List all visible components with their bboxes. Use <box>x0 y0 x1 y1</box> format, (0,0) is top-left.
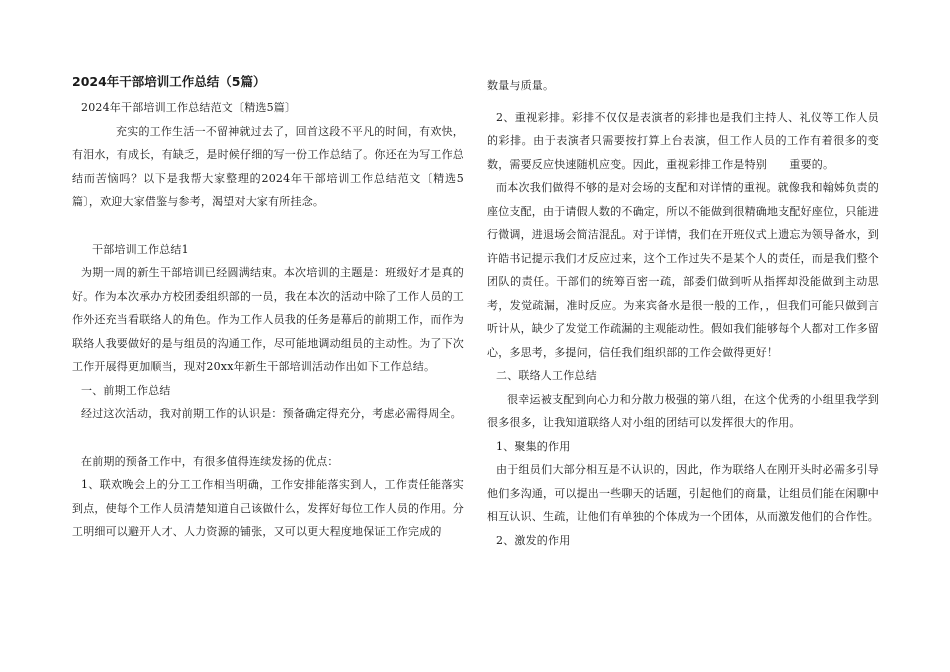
body-paragraph: 1、联欢晚会上的分工工作相当明确，工作安排能落实到人，工作责任能落实到点，使每个工作人员清楚知道自己该做什么，发挥好每位工作人员的作用。分工明细可以避开人才、人力资源的铺张，又可以更大程度地保证工作完成的 <box>72 478 464 538</box>
subheading-pre-work: 一、前期工作总结 <box>81 383 171 397</box>
body-paragraph: 在前期的预备工作中，有很多值得连续发扬的优点： <box>81 454 339 468</box>
document-subtitle: 2024年干部培训工作总结范文〔精选5篇〕 <box>81 101 297 114</box>
body-paragraph: 数量与质量。 <box>487 79 555 92</box>
section-heading: 干部培训工作总结1 <box>92 242 189 256</box>
subheading-contact: 二、联络人工作总结 <box>496 369 597 382</box>
body-paragraph: 由于组员们大部分相互是不认识的，因此，作为联络人在刚开头时必需多引导他们多沟通，可以提出一些聊天的话题，引起他们的商量，让组员们能在闲聊中相互认识、生疏，让他们有单独的个体成为一个团体，从而激发他们的合作性。 <box>487 463 879 523</box>
intro-paragraph: 充实的工作生活一不留神就过去了，回首这段不平凡的时间，有欢快，有泪水，有成长，有缺乏，是时候仔细的写一份工作总结了。你还在为写工作总结而苦恼吗？以下是我帮大家整理的2024年干部培训工作总结范文〔精选5篇〕，欢迎大家借鉴与参考，渴望对大家有所挂念。 <box>72 124 464 208</box>
body-paragraph: 2、重视彩排。彩排不仅仅是表演者的彩排也是我们主持人、礼仪等工作人员的彩排。由于表演者只需要按打算上台表演，但工作人员的工作有着很多的变数，需要反应快速随机应变。因此，重视彩排工作是特别 重要的。 <box>487 110 879 171</box>
spacer <box>72 214 464 238</box>
spacer <box>72 426 464 450</box>
subheading-inspire: 2、激发的作用 <box>496 533 571 547</box>
subheading-gather: 1、聚集的作用 <box>496 439 571 453</box>
body-paragraph: 经过这次活动，我对前期工作的认识是：预备确定得充分，考虑必需得周全。 <box>81 407 462 420</box>
spacer <box>487 98 879 106</box>
body-paragraph: 很幸运被支配到向心力和分散力极强的第八组，在这个优秀的小组里我学到很多很多，让我知道联络人对小组的团结可以发挥很大的作用。 <box>487 392 879 429</box>
body-paragraph: 而本次我们做得不够的是对会场的支配和对详情的重视。就像我和翰姊负责的座位支配，由于请假人数的不确定，所以不能做到很精确地支配好座位，只能进行微调，进退场会简洁混乱。对于详情，我们在开班仪式上遗忘为领导备水，到许皓书记提示我们才反应过来，这个工作过失不是某个人的责任，而是我们整个团队的责任。干部们的统筹百密一疏，部委们做到听从指挥却没能做到主动思考，发觉疏漏，准时反应。为来宾备水是很一般的工作，，但我们可能只做到言听计从，缺少了发觉工作疏漏的主观能动性。假如我们能够每个人都对工作多留心，多思考，多提问，信任我们组织部的工作会做得更好！ <box>487 181 879 359</box>
left-column <box>72 74 464 544</box>
body-paragraph: 为期一周的新生干部培训已经圆满结束。本次培训的主题是：班级好才是真的好。作为本次承办方校团委组织部的一员，我在本次的活动中除了工作人员的工作外还充当看联络人的角色。作为工作人员我的任务是幕后的前期工作，而作为联络人我要做好的是与组员的沟通工作，尽可能地调动组员的主动性。为了下次工作开展得更加顺当，现对20xx年新生干部培训活动作出如下工作总结。 <box>72 266 464 373</box>
right-column <box>487 74 879 552</box>
document-title: 2024年干部培训工作总结（5篇） <box>72 74 266 89</box>
